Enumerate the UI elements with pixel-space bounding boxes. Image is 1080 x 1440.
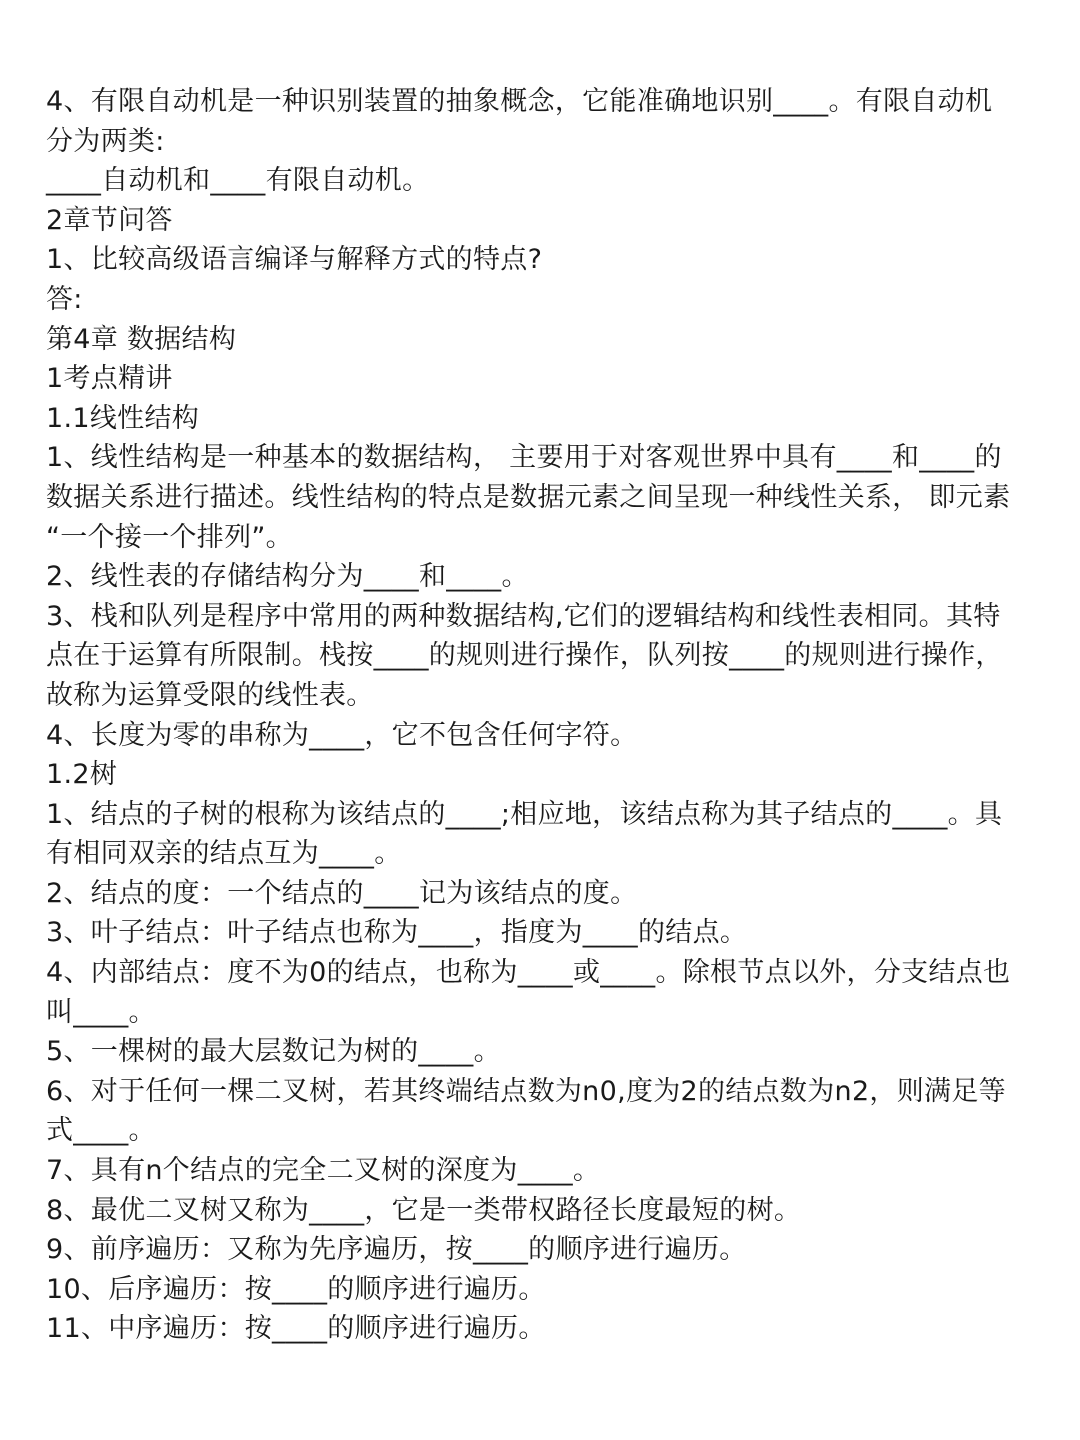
text-line: 3、栈和队列是程序中常用的两种数据结构,它们的逻辑结构和线性表相同。其特	[46, 600, 1001, 632]
text-line: 3、叶子结点：叶子结点也称为____，指度为____的结点。	[46, 917, 748, 949]
text-line: 故称为运算受限的线性表。	[46, 679, 374, 711]
text-line: 叫____。	[46, 996, 156, 1028]
subsection-heading: 1.1线性结构	[46, 402, 200, 434]
text-line: 2、线性表的存储结构分为____和____。	[46, 561, 529, 593]
text-line: 6、对于任何一棵二叉树，若其终端结点数为n0,度为2的结点数为n2，则满足等	[46, 1075, 1006, 1107]
text-line: ____自动机和____有限自动机。	[46, 165, 430, 197]
text-line: 式____。	[46, 1115, 156, 1147]
document-page	[46, 82, 1056, 1349]
text-line: 11、中序遍历：按____的顺序进行遍历。	[46, 1313, 546, 1345]
text-line: 答:	[46, 283, 83, 315]
section-heading: 2章节问答	[46, 204, 173, 236]
text-line: 5、一棵树的最大层数记为树的____。	[46, 1036, 501, 1068]
text-line: 分为两类:	[46, 125, 165, 157]
text-line: 1、比较高级语言编译与解释方式的特点?	[46, 244, 543, 276]
text-line: 有相同双亲的结点互为____。	[46, 838, 402, 870]
text-line: 4、内部结点：度不为0的结点，也称为____或____。除根节点以外，分支结点也	[46, 957, 1011, 989]
subsection-heading: 1.2树	[46, 759, 118, 791]
text-line: 数据关系进行描述。线性结构的特点是数据元素之间呈现一种线性关系， 即元素	[46, 481, 1011, 513]
text-line: 1、线性结构是一种基本的数据结构， 主要用于对客观世界中具有____和____的	[46, 442, 1002, 474]
text-line: 2、结点的度：一个结点的____记为该结点的度。	[46, 877, 638, 909]
section-heading: 1考点精讲	[46, 363, 173, 395]
text-line: 1、结点的子树的根称为该结点的____;相应地，该结点称为其子结点的____。具	[46, 798, 1003, 830]
text-line: 8、最优二叉树又称为____，它是一类带权路径长度最短的树。	[46, 1194, 802, 1226]
text-line: “一个接一个排列”。	[46, 521, 293, 553]
text-line: 9、前序遍历：又称为先序遍历，按____的顺序进行遍历。	[46, 1234, 747, 1266]
text-line: 10、后序遍历：按____的顺序进行遍历。	[46, 1273, 546, 1305]
text-line: 7、具有n个结点的完全二叉树的深度为____。	[46, 1155, 601, 1187]
chapter-heading: 第4章 数据结构	[46, 323, 237, 355]
text-line: 4、长度为零的串称为____，它不包含任何字符。	[46, 719, 638, 751]
text-line: 4、有限自动机是一种识别装置的抽象概念，它能准确地识别____。有限自动机	[46, 86, 993, 117]
text-line: 点在于运算有所限制。栈按____的规则进行操作，队列按____的规则进行操作，	[46, 640, 1003, 672]
